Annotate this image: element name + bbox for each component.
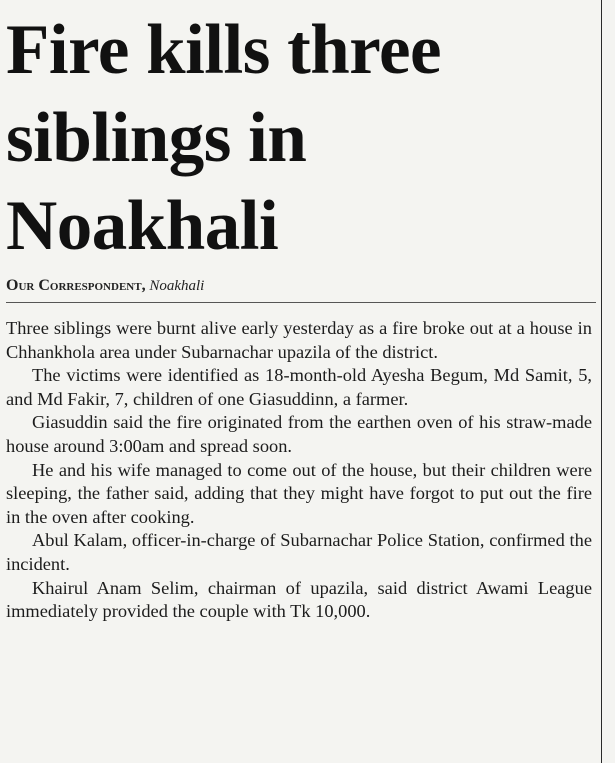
news-article: [6, 6, 592, 624]
byline-divider: [6, 302, 596, 303]
headline: Fire kills three siblings in Noakhali: [6, 11, 442, 265]
paragraph-6: Khairul Anam Selim, chairman of upazila, said district Awami League immediately provided the couple with Tk 10,000.: [6, 577, 592, 622]
byline-author: Our Correspondent,: [6, 277, 146, 294]
column-rule: [601, 0, 602, 763]
paragraph-3: Giasuddin said the fire originated from the earthen oven of his straw-made house around 3:00am and spread soon.: [6, 412, 592, 456]
article-body: [6, 317, 592, 624]
paragraph-4: He and his wife managed to come out of the house, but their children were sleeping, the father said, adding that they might have forgot to put out the fire in the oven after cooking.: [6, 459, 592, 527]
byline-place: Noakhali: [149, 278, 205, 294]
byline: [6, 276, 592, 296]
paragraph-5: Abul Kalam, officer-in-charge of Subarnachar Police Station, confirmed the incident.: [6, 530, 592, 574]
paragraph-1: Three siblings were burnt alive early yesterday as a fire broke out at a house in Chhankhola area under Subarnachar upazila of the district.: [6, 318, 592, 362]
paragraph-2: The victims were identified as 18-month-old Ayesha Begum, Md Samit, 5, and Md Fakir, 7, children of one Giasuddinn, a farmer.: [6, 365, 592, 409]
